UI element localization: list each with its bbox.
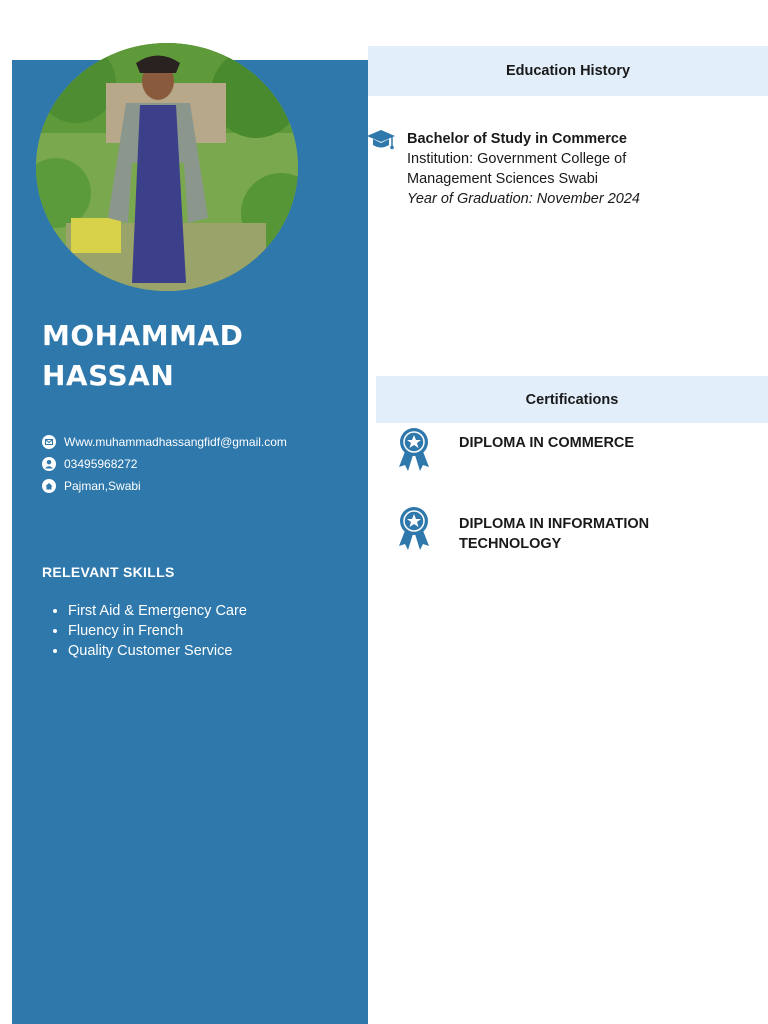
certification-line-2: TECHNOLOGY <box>459 536 562 552</box>
envelope-icon <box>42 435 56 449</box>
skill-item: • Quality Customer Service <box>68 641 247 661</box>
certifications-heading-text: Certifications <box>525 391 619 408</box>
person-name <box>42 316 342 396</box>
phone-text: 03495968272 <box>64 457 138 471</box>
institution-line-1: Institution: Government College of <box>407 151 627 167</box>
contact-info <box>42 431 362 497</box>
contact-phone[interactable] <box>42 453 362 475</box>
award-ribbon-icon <box>396 506 432 552</box>
institution-line-2: Management Sciences Swabi <box>407 171 599 187</box>
email-text: Www.muhammadhassangfidf@gmail.com <box>64 435 287 449</box>
education-entry <box>407 129 757 209</box>
skill-item: • First Aid & Emergency Care <box>68 601 247 621</box>
skills-list <box>42 601 247 661</box>
certification-line-1: DIPLOMA IN COMMERCE <box>459 435 635 451</box>
certification-line-1: DIPLOMA IN INFORMATION <box>459 516 650 532</box>
graduation-cap-icon <box>366 128 396 152</box>
skills-heading: RELEVANT SKILLS <box>42 564 175 580</box>
profile-photo <box>36 43 298 291</box>
degree-title: Bachelor of Study in Commerce <box>407 131 627 147</box>
user-circle-icon <box>42 457 56 471</box>
name-line-2: HASSAN <box>42 359 175 392</box>
home-icon <box>42 479 56 493</box>
name-line-1: MOHAMMAD <box>42 319 244 352</box>
education-heading <box>368 46 768 96</box>
certification-text <box>459 433 739 453</box>
graduation-year: Year of Graduation: November 2024 <box>407 191 640 207</box>
award-ribbon-icon <box>396 427 432 473</box>
education-heading-text: Education History <box>505 63 631 79</box>
contact-email[interactable] <box>42 431 362 453</box>
skill-item: • Fluency in French <box>68 621 247 641</box>
address-text: Pajman,Swabi <box>64 479 141 493</box>
contact-address <box>42 475 362 497</box>
certification-text <box>459 514 739 554</box>
certifications-heading <box>376 376 768 423</box>
